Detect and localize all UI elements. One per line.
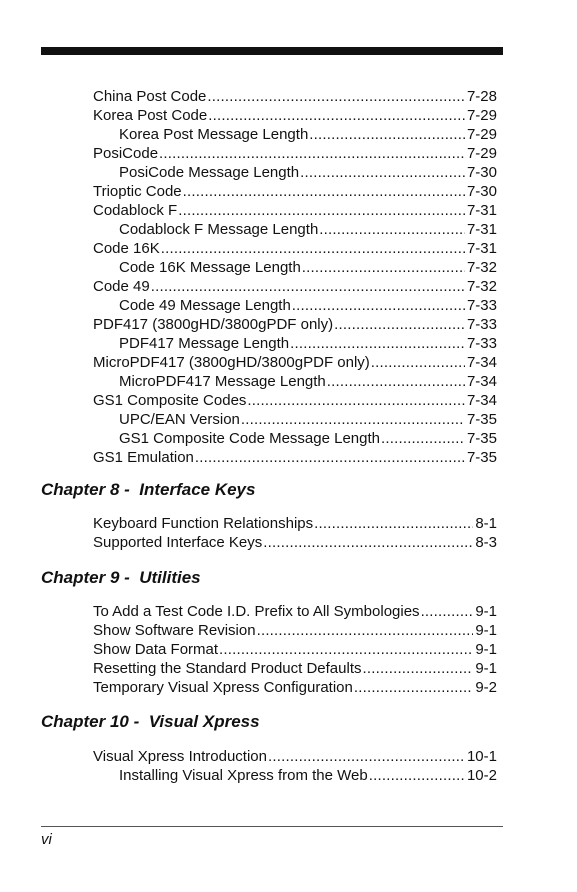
toc-entry-page: 8-1: [475, 515, 497, 532]
toc-entry[interactable]: [93, 391, 497, 410]
toc-entry-page: 7-33: [466, 297, 497, 314]
toc-entry-page: 10-2: [466, 767, 497, 784]
toc-entry-page: 7-35: [466, 411, 497, 428]
toc-entry[interactable]: [93, 514, 497, 533]
toc-entry-title: Korea Post Message Length: [119, 126, 309, 143]
toc-entry-page: 7-35: [466, 430, 497, 447]
toc-entry[interactable]: [93, 87, 497, 106]
toc-entry-title: Supported Interface Keys: [93, 534, 263, 551]
toc-entry-title: Code 16K Message Length: [119, 259, 301, 276]
toc-entry[interactable]: [93, 640, 497, 659]
toc-entry[interactable]: [93, 106, 497, 125]
toc-entry-page: 9-1: [475, 603, 497, 620]
toc-entry[interactable]: [93, 239, 497, 258]
chapter-heading: Chapter 10 - Visual Xpress: [41, 712, 260, 731]
toc-entry-page: 7-29: [466, 107, 497, 124]
chapter-heading: Chapter 8 - Interface Keys: [41, 480, 256, 499]
toc-entry-title: Show Software Revision: [93, 622, 256, 639]
toc-entry-page: 7-32: [466, 259, 497, 276]
dot-leader: [363, 659, 474, 678]
toc-entry[interactable]: [93, 315, 497, 334]
dot-leader: [151, 277, 465, 296]
toc-list-chapter-7: [93, 87, 497, 467]
dot-leader: [183, 182, 465, 201]
dot-leader: [319, 220, 465, 239]
toc-entry-page: 7-34: [466, 354, 497, 371]
toc-entry-title: Codablock F: [93, 202, 178, 219]
toc-entry-page: 7-33: [466, 316, 497, 333]
toc-entry-page: 7-34: [466, 373, 497, 390]
toc-entry-title: Keyboard Function Relationships: [93, 515, 314, 532]
toc-entry-title: UPC/EAN Version: [119, 411, 240, 428]
toc-subentry[interactable]: [93, 334, 497, 353]
toc-entry-page: 7-29: [466, 145, 497, 162]
dot-leader: [290, 334, 465, 353]
toc-entry[interactable]: [93, 621, 497, 640]
toc-entry-title: Resetting the Standard Product Defaults: [93, 660, 362, 677]
toc-entry-page: 9-1: [475, 622, 497, 639]
toc-entry-title: Code 49: [93, 278, 150, 295]
toc-entry[interactable]: [93, 201, 497, 220]
toc-entry[interactable]: [93, 602, 497, 621]
dot-leader: [381, 429, 465, 448]
toc-list-chapter-8: [93, 514, 497, 552]
toc-entry-title: MicroPDF417 Message Length: [119, 373, 326, 390]
dot-leader: [327, 372, 465, 391]
dot-leader: [178, 201, 465, 220]
toc-entry-page: 9-1: [475, 660, 497, 677]
toc-entry-title: Code 49 Message Length: [119, 297, 291, 314]
toc-entry-page: 7-32: [466, 278, 497, 295]
toc-entry-title: Show Data Format: [93, 641, 219, 658]
toc-entry-title: GS1 Composite Code Message Length: [119, 430, 380, 447]
dot-leader: [263, 533, 473, 552]
dot-leader: [159, 144, 465, 163]
toc-list-chapter-9: [93, 602, 497, 697]
toc-entry-title: Installing Visual Xpress from the Web: [119, 767, 368, 784]
toc-entry-page: 7-33: [466, 335, 497, 352]
toc-entry[interactable]: [93, 659, 497, 678]
toc-entry-page: 7-29: [466, 126, 497, 143]
dot-leader: [300, 163, 465, 182]
toc-entry[interactable]: [93, 182, 497, 201]
dot-leader: [268, 747, 465, 766]
dot-leader: [257, 621, 474, 640]
toc-subentry[interactable]: [93, 296, 497, 315]
dot-leader: [421, 602, 474, 621]
toc-entry-page: 7-28: [466, 88, 497, 105]
dot-leader: [369, 766, 465, 785]
dot-leader: [241, 410, 465, 429]
toc-entry-title: Code 16K: [93, 240, 160, 257]
toc-entry-page: 7-31: [466, 202, 497, 219]
toc-entry[interactable]: [93, 144, 497, 163]
toc-entry-title: China Post Code: [93, 88, 207, 105]
toc-subentry[interactable]: [93, 220, 497, 239]
toc-entry-page: 9-1: [475, 641, 497, 658]
dot-leader: [195, 448, 465, 467]
toc-list-chapter-10: [93, 747, 497, 785]
toc-entry-page: 7-31: [466, 240, 497, 257]
toc-entry-title: Korea Post Code: [93, 107, 208, 124]
toc-entry-title: GS1 Emulation: [93, 449, 194, 466]
dot-leader: [292, 296, 465, 315]
toc-entry-title: GS1 Composite Codes: [93, 392, 247, 409]
toc-entry[interactable]: [93, 747, 497, 766]
toc-entry[interactable]: [93, 678, 497, 697]
toc-entry-title: Codablock F Message Length: [119, 221, 319, 238]
toc-entry[interactable]: [93, 277, 497, 296]
toc-subentry[interactable]: [93, 429, 497, 448]
toc-entry-page: 9-2: [475, 679, 497, 696]
toc-entry-page: 7-30: [466, 183, 497, 200]
dot-leader: [354, 678, 473, 697]
toc-entry-title: Trioptic Code: [93, 183, 182, 200]
toc-entry-title: PDF417 Message Length: [119, 335, 290, 352]
dot-leader: [207, 87, 465, 106]
toc-entry-page: 10-1: [466, 748, 497, 765]
toc-subentry[interactable]: [93, 125, 497, 144]
toc-entry-title: PDF417 (3800gHD/3800gPDF only): [93, 316, 334, 333]
toc-entry-page: 8-3: [475, 534, 497, 551]
toc-entry-title: Visual Xpress Introduction: [93, 748, 267, 765]
toc-subentry[interactable]: [93, 163, 497, 182]
toc-entry-title: PosiCode Message Length: [119, 164, 300, 181]
dot-leader: [314, 514, 473, 533]
chapter-heading: Chapter 9 - Utilities: [41, 568, 201, 587]
toc-subentry[interactable]: [93, 258, 497, 277]
dot-leader: [247, 391, 465, 410]
page-number: vi: [41, 831, 52, 848]
toc-entry-title: PosiCode: [93, 145, 159, 162]
toc-subentry[interactable]: [93, 410, 497, 429]
toc-entry[interactable]: [93, 353, 497, 372]
footer-rule: [41, 826, 503, 827]
dot-leader: [161, 239, 465, 258]
toc-entry-page: 7-34: [466, 392, 497, 409]
toc-subentry[interactable]: [93, 372, 497, 391]
dot-leader: [334, 315, 465, 334]
dot-leader: [219, 640, 473, 659]
toc-entry-title: To Add a Test Code I.D. Prefix to All Symbologies: [93, 603, 420, 620]
toc-entry-page: 7-30: [466, 164, 497, 181]
toc-entry-page: 7-35: [466, 449, 497, 466]
top-rule: [41, 47, 503, 55]
toc-entry-title: Temporary Visual Xpress Configuration: [93, 679, 353, 696]
toc-subentry[interactable]: [93, 766, 497, 785]
toc-entry-page: 7-31: [466, 221, 497, 238]
dot-leader: [208, 106, 465, 125]
toc-entry[interactable]: [93, 448, 497, 467]
dot-leader: [302, 258, 465, 277]
toc-entry-title: MicroPDF417 (3800gHD/3800gPDF only): [93, 354, 370, 371]
toc-entry[interactable]: [93, 533, 497, 552]
dot-leader: [309, 125, 465, 144]
dot-leader: [371, 353, 465, 372]
